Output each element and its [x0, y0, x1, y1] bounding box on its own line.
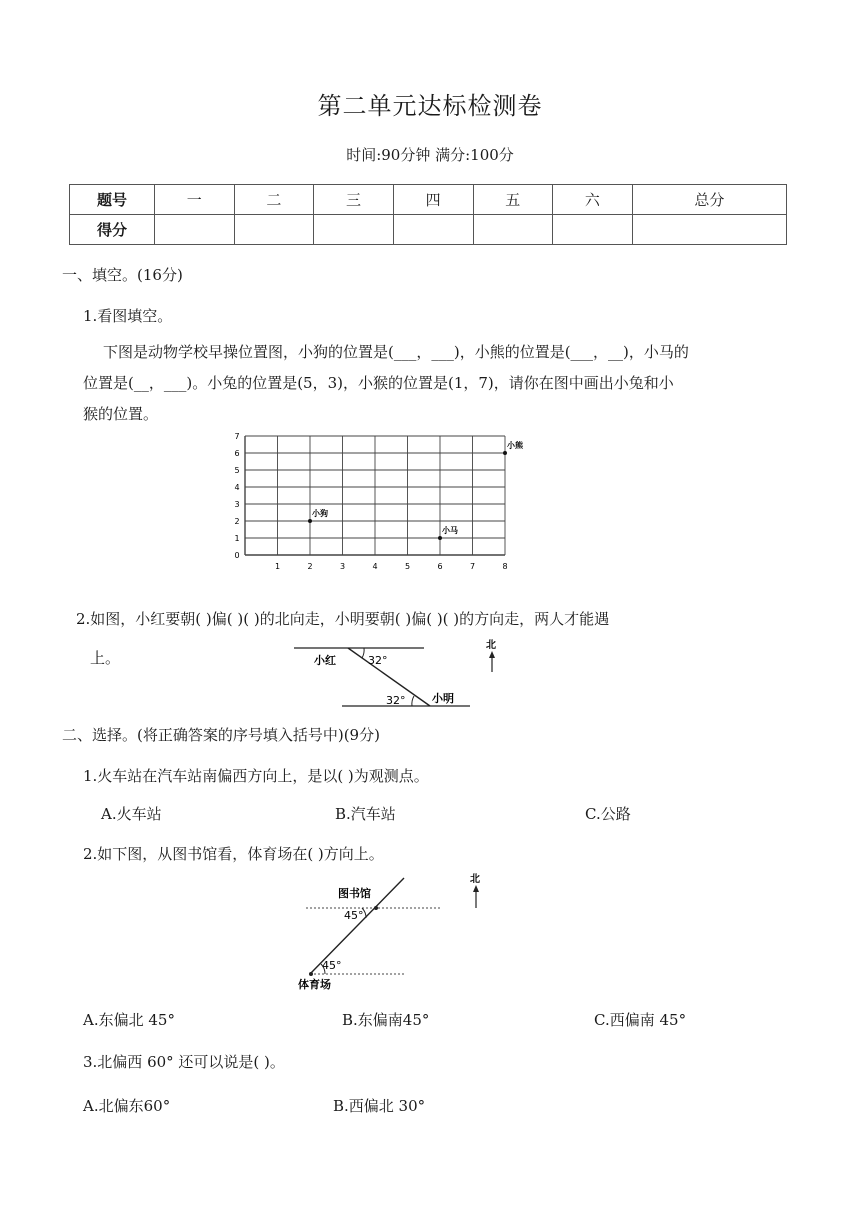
header-cell: 四: [393, 185, 473, 215]
x-tick-label: 2: [307, 562, 313, 571]
x-tick-label: 5: [404, 562, 411, 571]
score-cell[interactable]: [553, 215, 633, 245]
north-label: 北: [486, 640, 496, 651]
score-cell[interactable]: [393, 215, 473, 245]
section2-q1-label: 1.火车站在汽车站南偏西方向上，是以( )为观测点。: [83, 767, 429, 785]
grid-point-label: 小马: [442, 526, 458, 535]
score-cell[interactable]: [632, 215, 786, 245]
grid-point-label: 小熊: [507, 441, 523, 450]
section1-q1-line3: 猴的位置。: [83, 405, 159, 423]
x-tick-label: 4: [372, 562, 378, 571]
top-angle-label: 45°: [344, 909, 364, 922]
header-cell: 题号: [70, 185, 155, 215]
direction-figure-2: [290, 868, 490, 996]
grid-point: [308, 519, 312, 523]
section1-q2-line1: 2.如图，小红要朝( )偏( )( )的北向走，小明要朝( )偏( )( )的方向走，两人才能遇: [76, 610, 610, 628]
direction-figure-1: [288, 636, 508, 712]
score-cell[interactable]: [314, 215, 394, 245]
header-cell: 六: [553, 185, 633, 215]
score-row-label: 得分: [70, 215, 155, 245]
grid-lines: [245, 436, 505, 555]
x-tick-label: 3: [339, 562, 346, 571]
score-table-score-row: [70, 215, 787, 245]
x-tick-label: 1: [274, 562, 281, 571]
stadium-label: 体育场: [298, 978, 331, 991]
section2-q3-option-b[interactable]: B.西偏北 30°: [333, 1097, 426, 1115]
y-tick-label: 3: [234, 500, 240, 509]
position-grid: [225, 428, 525, 573]
section1-q1-label: 1.看图填空。: [83, 307, 173, 325]
score-cell[interactable]: [473, 215, 553, 245]
y-tick-label: 2: [234, 517, 240, 526]
section2-q2-option-a[interactable]: A.东偏北 45°: [83, 1011, 175, 1029]
header-cell: 总分: [632, 185, 786, 215]
score-cell[interactable]: [155, 215, 235, 245]
x-tick-label: 7: [469, 562, 476, 571]
y-tick-label: 7: [234, 432, 240, 441]
north-label: 北: [470, 874, 480, 885]
x-tick-label: 6: [437, 562, 443, 571]
grid-point-label: 小狗: [312, 509, 328, 518]
library-label: 图书馆: [338, 887, 371, 900]
y-tick-label: 0: [234, 551, 240, 560]
header-cell: 五: [473, 185, 553, 215]
header-cell: 二: [234, 185, 314, 215]
section2-q3-label: 3.北偏西 60° 还可以说是( )。: [83, 1053, 285, 1071]
bottom-angle-label: 32°: [386, 694, 406, 707]
exam-info: 时间:90分钟 满分:100分: [346, 146, 514, 164]
north-arrow-icon: [489, 651, 495, 672]
section1-q1-line1: 下图是动物学校早操位置图，小狗的位置是(___，___)，小熊的位置是(___，__)，小马的: [103, 343, 689, 361]
section2-q3-option-a[interactable]: A.北偏东60°: [83, 1097, 171, 1115]
grid-point: [438, 536, 442, 540]
grid-point: [503, 451, 507, 455]
right-person-label: 小明: [432, 692, 454, 705]
score-cell[interactable]: [234, 215, 314, 245]
left-person-label: 小红: [314, 654, 336, 667]
section2-q2-option-c[interactable]: C.西偏南 45°: [594, 1011, 687, 1029]
section2-q1-option-a[interactable]: A.火车站: [101, 805, 162, 823]
y-tick-label: 6: [234, 449, 240, 458]
north-arrow-icon: [473, 885, 479, 908]
top-angle-label: 32°: [368, 654, 388, 667]
section1-q1-line2: 位置是(__，___)。小兔的位置是(5，3)，小猴的位置是(1，7)，请你在图中画出小兔和小: [83, 374, 674, 392]
bottom-angle-label: 45°: [322, 959, 342, 972]
section2-heading: 二、选择。(将正确答案的序号填入括号中)(9分): [62, 726, 380, 744]
section2-q2-option-b[interactable]: B.东偏南45°: [342, 1011, 430, 1029]
section1-q2-line2: 上。: [90, 649, 121, 667]
y-tick-label: 1: [234, 534, 240, 543]
x-tick-label: 8: [502, 562, 508, 571]
page-title: 第二单元达标检测卷: [317, 92, 543, 120]
score-table: [69, 184, 787, 245]
section2-q2-label: 2.如下图，从图书馆看，体育场在( )方向上。: [83, 845, 384, 863]
section1-heading: 一、填空。(16分): [62, 266, 183, 284]
header-cell: 三: [314, 185, 394, 215]
section2-q1-option-c[interactable]: C.公路: [585, 805, 631, 823]
y-tick-label: 4: [234, 483, 240, 492]
grid-points: [308, 440, 524, 540]
section2-q1-option-b[interactable]: B.汽车站: [335, 805, 396, 823]
y-tick-label: 5: [234, 466, 240, 475]
header-cell: 一: [155, 185, 235, 215]
score-table-header-row: [70, 185, 787, 215]
